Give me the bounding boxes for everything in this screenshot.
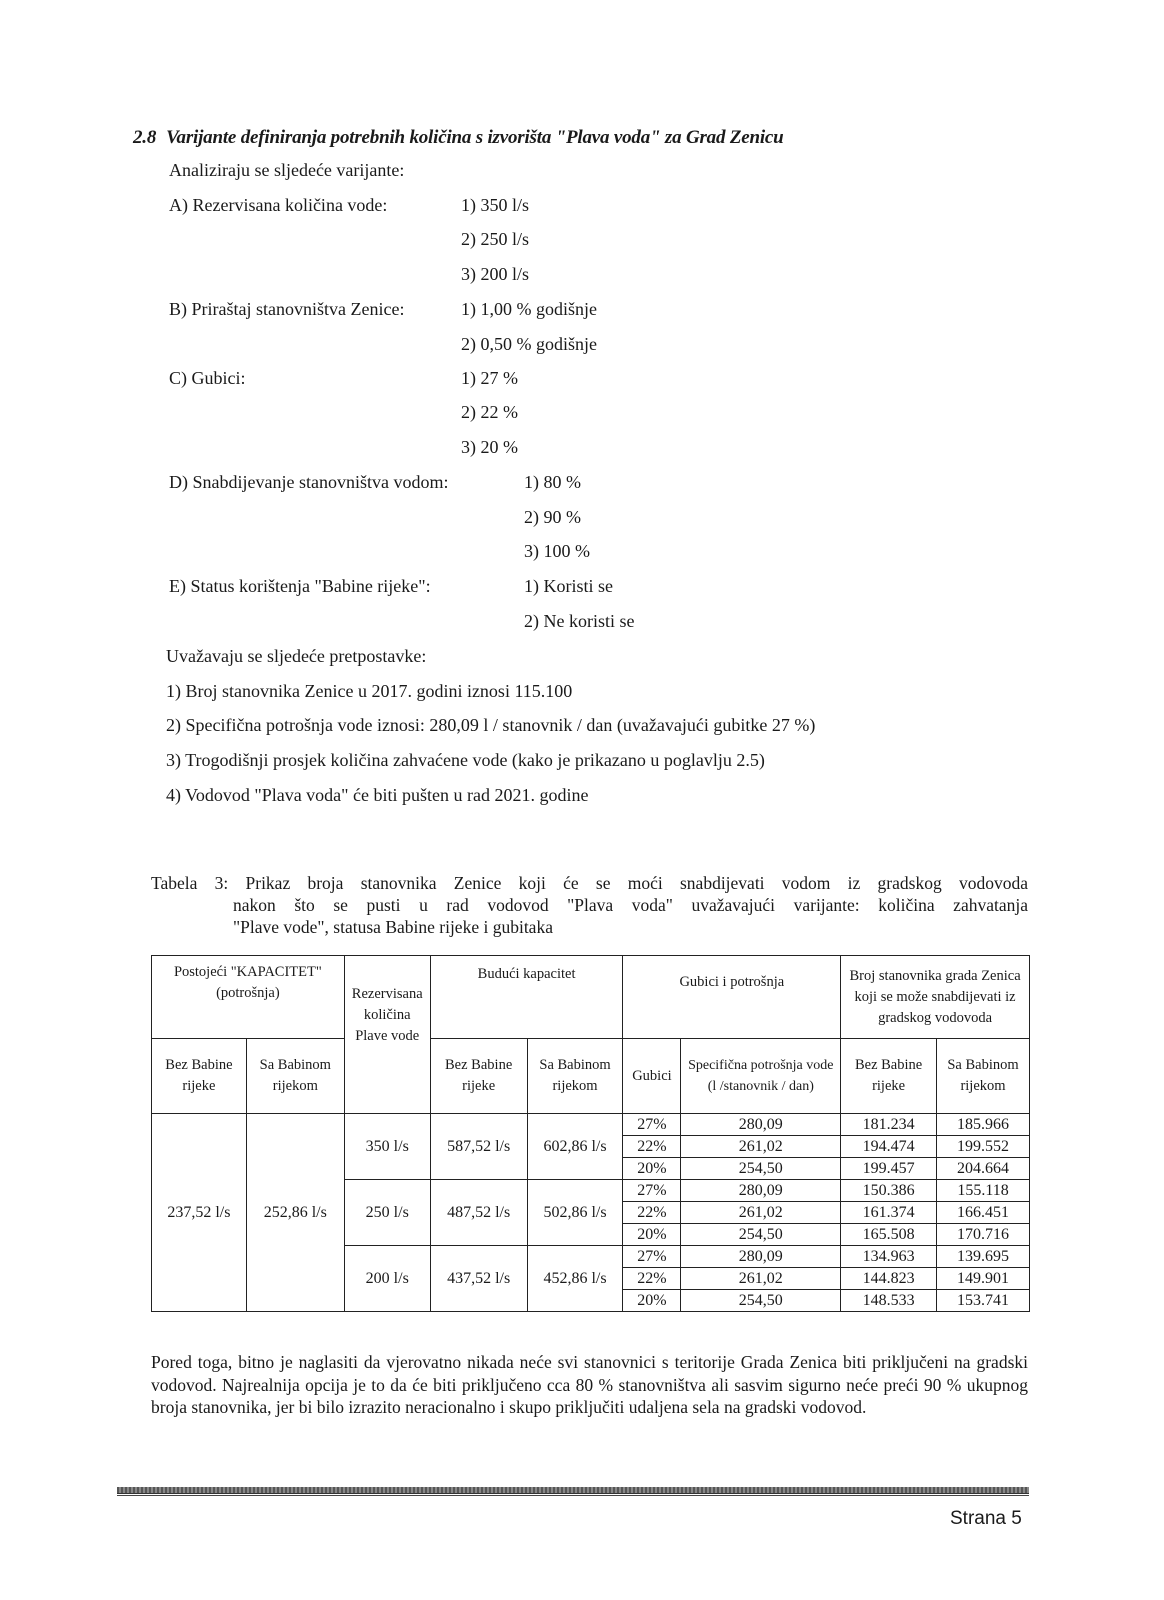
reserved-quantity: 200 l/s — [344, 1246, 430, 1312]
pop-with-cell: 185.966 — [937, 1114, 1030, 1136]
section-number: 2.8 — [133, 127, 157, 148]
header-losses: Gubici — [623, 1039, 681, 1114]
assumptions-intro: Uvažavaju se sljedeće pretpostavke: — [166, 646, 427, 666]
closing-paragraph: Pored toga, bitno je naglasiti da vjerovatno nikada neće svi stanovnici s teritorije Grada Zenica biti priključeni na gradski vodovod. Najrealnija opcija je to da će biti priključeno cca 80 % stanovništva ali sasvim sigurno neće preći 90 % ukupnog broja stanovnika, jer bi bilo izrazito neracionalno i skupo priključiti udaljena sela na gradski vodovod. — [151, 1352, 1028, 1417]
pop-with-cell: 204.664 — [937, 1158, 1030, 1180]
specific-cell: 254,50 — [681, 1290, 841, 1312]
page-number: Strana 5 — [950, 1508, 1022, 1529]
variant-a-option: 2) 250 l/s — [461, 229, 530, 249]
assumption-item: 4) Vodovod "Plava voda" će biti pušten u rad 2021. godine — [166, 785, 589, 805]
assumption-item: 3) Trogodišnji prosjek količina zahvaćene vode (kako je prikazano u poglavlju 2.5) — [166, 750, 765, 770]
header-existing-without-babina: Bez Babine rijeke — [152, 1039, 247, 1114]
losses-cell: 20% — [623, 1158, 681, 1180]
specific-cell: 261,02 — [681, 1202, 841, 1224]
variant-e-option: 1) Koristi se — [524, 576, 613, 596]
assumption-item: 1) Broj stanovnika Zenice u 2017. godini iznosi 115.100 — [166, 681, 573, 701]
future-with-babina: 602,86 l/s — [527, 1114, 623, 1180]
variant-c-label: C) Gubici: — [169, 368, 246, 388]
pop-without-cell: 144.823 — [841, 1268, 937, 1290]
section-heading — [133, 127, 784, 149]
caption-line: nakon što se pusti u rad vodovod "Plava voda" uvažavajući varijante: količina zahvatanja — [233, 895, 1028, 915]
pop-without-cell: 150.386 — [841, 1180, 937, 1202]
losses-cell: 22% — [623, 1136, 681, 1158]
variant-d-option: 3) 100 % — [524, 541, 590, 561]
existing-with-babina: 252,86 l/s — [246, 1114, 344, 1312]
variant-c-option: 3) 20 % — [461, 437, 518, 457]
footer-divider-thin — [117, 1495, 1029, 1496]
variant-b-option: 1) 1,00 % godišnje — [461, 299, 597, 319]
variant-e-label: E) Status korištenja "Babine rijeke": — [169, 576, 431, 596]
losses-cell: 20% — [623, 1290, 681, 1312]
future-without-babina: 437,52 l/s — [430, 1246, 527, 1312]
losses-cell: 20% — [623, 1224, 681, 1246]
pop-with-cell: 170.716 — [937, 1224, 1030, 1246]
specific-cell: 280,09 — [681, 1114, 841, 1136]
header-reserved-quantity: Rezervisana količina Plave vode — [344, 956, 430, 1114]
specific-cell: 254,50 — [681, 1158, 841, 1180]
pop-without-cell: 181.234 — [841, 1114, 937, 1136]
variant-b-option: 2) 0,50 % godišnje — [461, 334, 597, 354]
specific-cell: 261,02 — [681, 1268, 841, 1290]
losses-cell: 22% — [623, 1202, 681, 1224]
losses-cell: 27% — [623, 1246, 681, 1268]
future-without-babina: 587,52 l/s — [430, 1114, 527, 1180]
table-caption — [151, 872, 1028, 938]
losses-cell: 22% — [623, 1268, 681, 1290]
specific-cell: 280,09 — [681, 1246, 841, 1268]
variant-d-option: 1) 80 % — [524, 472, 581, 492]
variants-intro: Analiziraju se sljedeće varijante: — [169, 160, 405, 180]
specific-cell: 254,50 — [681, 1224, 841, 1246]
pop-with-cell: 166.451 — [937, 1202, 1030, 1224]
header-existing-capacity: Postojeći "KAPACITET" (potrošnja) — [152, 956, 345, 1039]
header-population: Broj stanovnika grada Zenica koji se može snabdijevati iz gradskog vodovoda — [841, 956, 1030, 1039]
variant-a-option: 1) 350 l/s — [461, 195, 530, 215]
footer-divider — [117, 1487, 1029, 1494]
pop-with-cell: 153.741 — [937, 1290, 1030, 1312]
header-future-with-babina: Sa Babinom rijekom — [527, 1039, 623, 1114]
reserved-quantity: 350 l/s — [344, 1114, 430, 1180]
table-row — [152, 1114, 1030, 1136]
header-future-capacity: Budući kapacitet — [430, 956, 623, 1039]
section-title: Varijante definiranja potrebnih količina s izvorišta "Plava voda" za Grad Zenicu — [166, 127, 784, 148]
losses-cell: 27% — [623, 1114, 681, 1136]
pop-without-cell: 134.963 — [841, 1246, 937, 1268]
existing-without-babina: 237,52 l/s — [152, 1114, 247, 1312]
variant-e-option: 2) Ne koristi se — [524, 611, 635, 631]
header-specific-consumption: Specifična potrošnja vode (l /stanovnik / dan) — [681, 1039, 841, 1114]
specific-cell: 261,02 — [681, 1136, 841, 1158]
future-without-babina: 487,52 l/s — [430, 1180, 527, 1246]
future-with-babina: 452,86 l/s — [527, 1246, 623, 1312]
header-existing-with-babina: Sa Babinom rijekom — [246, 1039, 344, 1114]
pop-without-cell: 165.508 — [841, 1224, 937, 1246]
pop-without-cell: 194.474 — [841, 1136, 937, 1158]
header-pop-with-babina: Sa Babinom rijekom — [937, 1039, 1030, 1114]
header-future-without-babina: Bez Babine rijeke — [430, 1039, 527, 1114]
reserved-quantity: 250 l/s — [344, 1180, 430, 1246]
caption-line: "Plave vode", statusa Babine rijeke i gubitaka — [233, 917, 553, 937]
population-table — [151, 955, 1030, 1312]
pop-without-cell: 148.533 — [841, 1290, 937, 1312]
pop-with-cell: 149.901 — [937, 1268, 1030, 1290]
assumption-item: 2) Specifična potrošnja vode iznosi: 280,09 l / stanovnik / dan (uvažavajući gubitke 27 %) — [166, 715, 816, 735]
variant-a-option: 3) 200 l/s — [461, 264, 530, 284]
variant-a-label: A) Rezervisana količina vode: — [169, 195, 388, 215]
caption-line: Tabela 3: Prikaz broja stanovnika Zenice koji će se moći snabdijevati vodom iz gradskog vodovoda — [151, 873, 1028, 893]
variant-c-option: 2) 22 % — [461, 402, 518, 422]
pop-with-cell: 199.552 — [937, 1136, 1030, 1158]
future-with-babina: 502,86 l/s — [527, 1180, 623, 1246]
variant-b-label: B) Priraštaj stanovništva Zenice: — [169, 299, 405, 319]
pop-with-cell: 155.118 — [937, 1180, 1030, 1202]
pop-without-cell: 199.457 — [841, 1158, 937, 1180]
pop-without-cell: 161.374 — [841, 1202, 937, 1224]
header-losses-consumption: Gubici i potrošnja — [623, 956, 841, 1039]
pop-with-cell: 139.695 — [937, 1246, 1030, 1268]
header-pop-without-babina: Bez Babine rijeke — [841, 1039, 937, 1114]
specific-cell: 280,09 — [681, 1180, 841, 1202]
variant-c-option: 1) 27 % — [461, 368, 518, 388]
variant-d-option: 2) 90 % — [524, 507, 581, 527]
variant-d-label: D) Snabdijevanje stanovništva vodom: — [169, 472, 449, 492]
losses-cell: 27% — [623, 1180, 681, 1202]
